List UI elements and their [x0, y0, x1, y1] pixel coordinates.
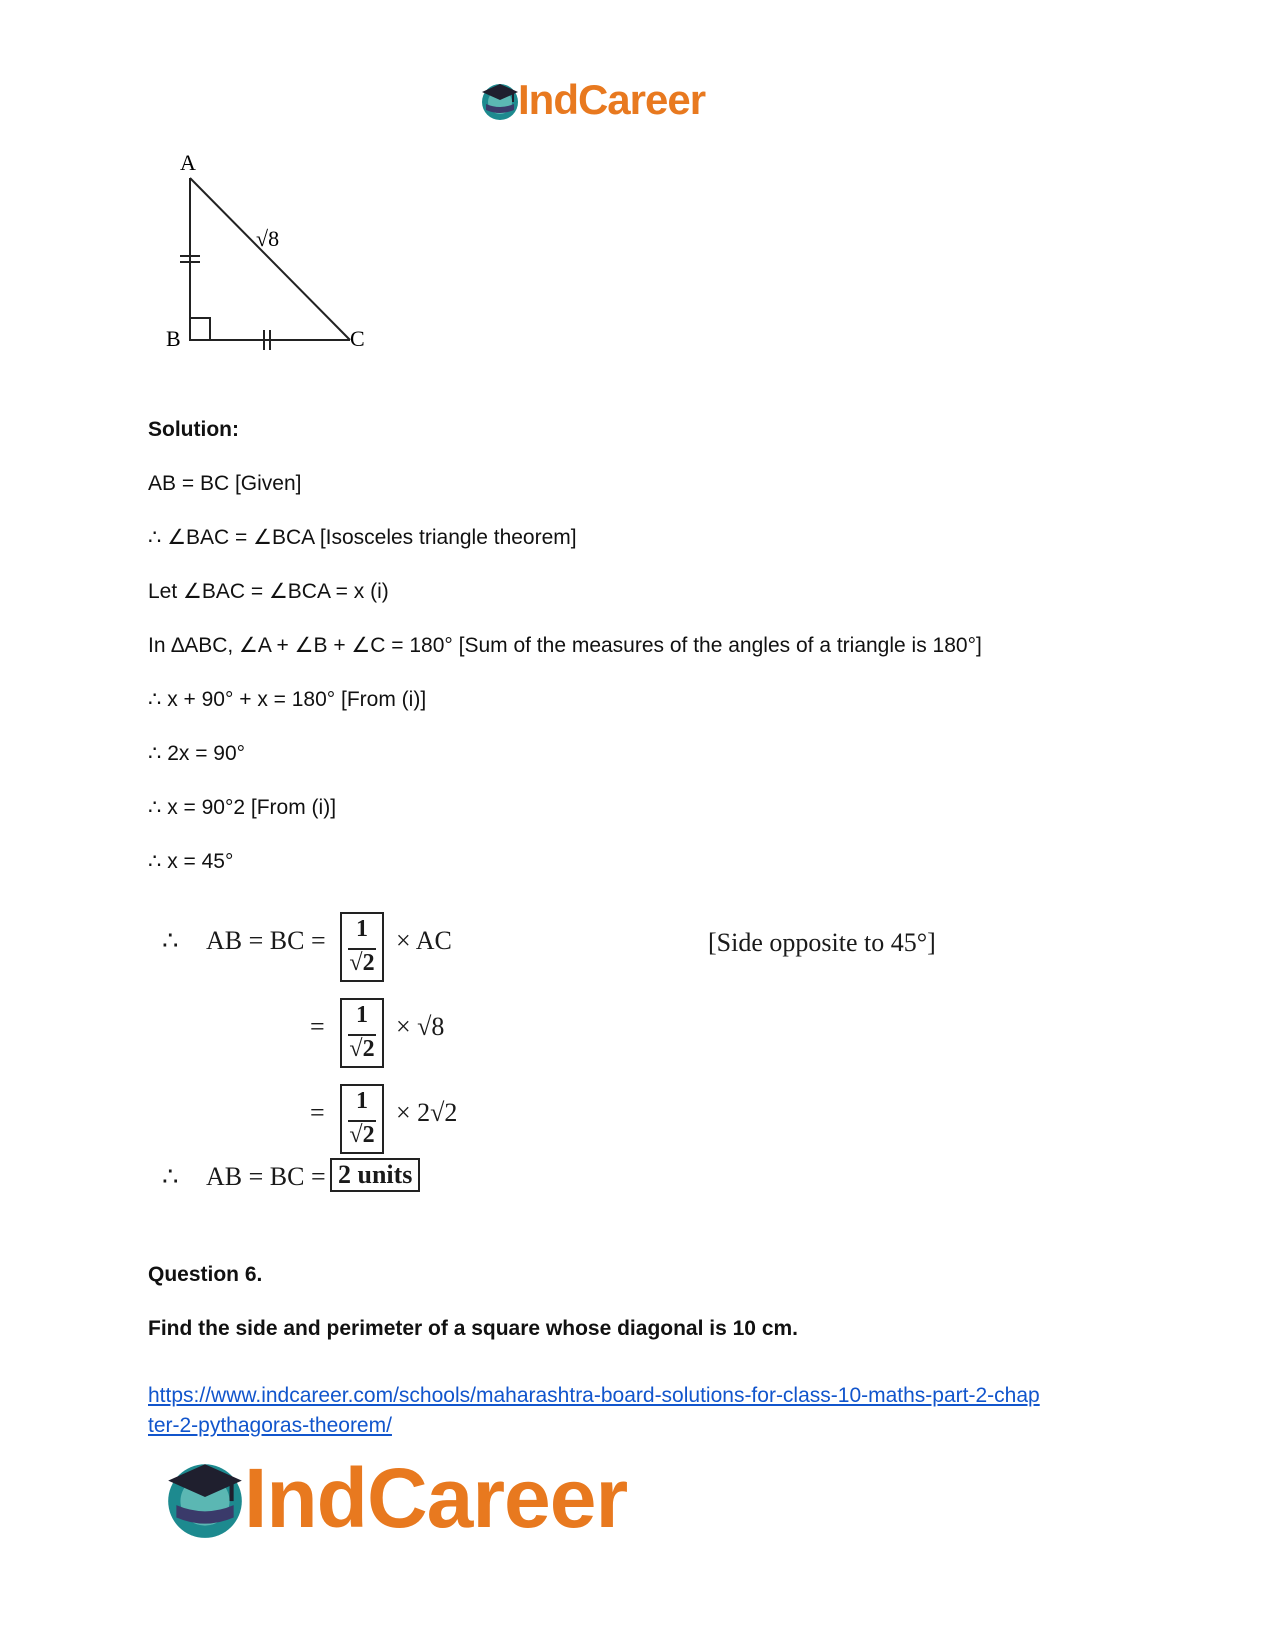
row2-tail: × √8 [396, 1012, 445, 1041]
therefore-symbol: ∴ [162, 926, 179, 955]
header-logo-text: IndCareer [518, 76, 706, 123]
final-answer: 2 units [330, 1158, 420, 1192]
row1-tail: × AC [396, 926, 452, 955]
final-lhs: AB = BC = [206, 1162, 326, 1191]
derivation-block [150, 900, 970, 1220]
graduation-cap-globe-icon [478, 78, 522, 122]
boxed-fraction: 1 √2 [340, 998, 384, 1068]
boxed-fraction: 1 √2 [340, 912, 384, 982]
hypotenuse-label: √8 [256, 226, 280, 251]
footer-logo [160, 1448, 720, 1548]
header-logo [478, 74, 748, 126]
row1-note: [Side opposite to 45°] [708, 928, 936, 957]
source-link-line2: ter-2-pythagoras-theorem/ [148, 1414, 392, 1437]
row3-tail: × 2√2 [396, 1098, 458, 1127]
solution-line: ∴ x + 90° + x = 180° [From (i)] [148, 688, 427, 711]
solution-line: AB = BC [Given] [148, 472, 302, 495]
solution-line: ∴ 2x = 90° [148, 742, 246, 765]
solution-line: In ∆ABC, ∠A + ∠B + ∠C = 180° [Sum of the measures of the angles of a triangle is 180°] [148, 634, 982, 657]
graduation-cap-globe-icon [160, 1452, 250, 1542]
therefore-symbol: ∴ [162, 1162, 179, 1191]
source-link[interactable] [148, 1381, 1128, 1441]
solution-line: ∴ x = 90°2 [From (i)] [148, 796, 337, 819]
equals-sign: = [310, 1098, 325, 1127]
vertex-a-label: A [180, 150, 196, 175]
solution-line: Let ∠BAC = ∠BCA = x (i) [148, 580, 389, 603]
boxed-fraction: 1 √2 [340, 1084, 384, 1154]
source-link-line1: https://www.indcareer.com/schools/maharashtra-board-solutions-for-class-10-maths-part-2-chap [148, 1384, 1040, 1407]
equals-sign: = [310, 1012, 325, 1041]
solution-line: ∴ ∠BAC = ∠BCA [Isosceles triangle theorem] [148, 526, 577, 549]
derivation-lhs: AB = BC = [206, 926, 326, 955]
side-ac [190, 178, 350, 340]
solution-line: ∴ x = 45° [148, 850, 234, 873]
question-label: Question 6. [148, 1263, 263, 1286]
triangle-figure [160, 150, 420, 370]
vertex-c-label: C [350, 326, 365, 351]
right-angle-mark [190, 318, 210, 340]
question-text: Find the side and perimeter of a square whose diagonal is 10 cm. [148, 1317, 799, 1340]
solution-heading: Solution: [148, 418, 239, 441]
footer-logo-text: IndCareer [244, 1451, 628, 1545]
vertex-b-label: B [166, 326, 181, 351]
